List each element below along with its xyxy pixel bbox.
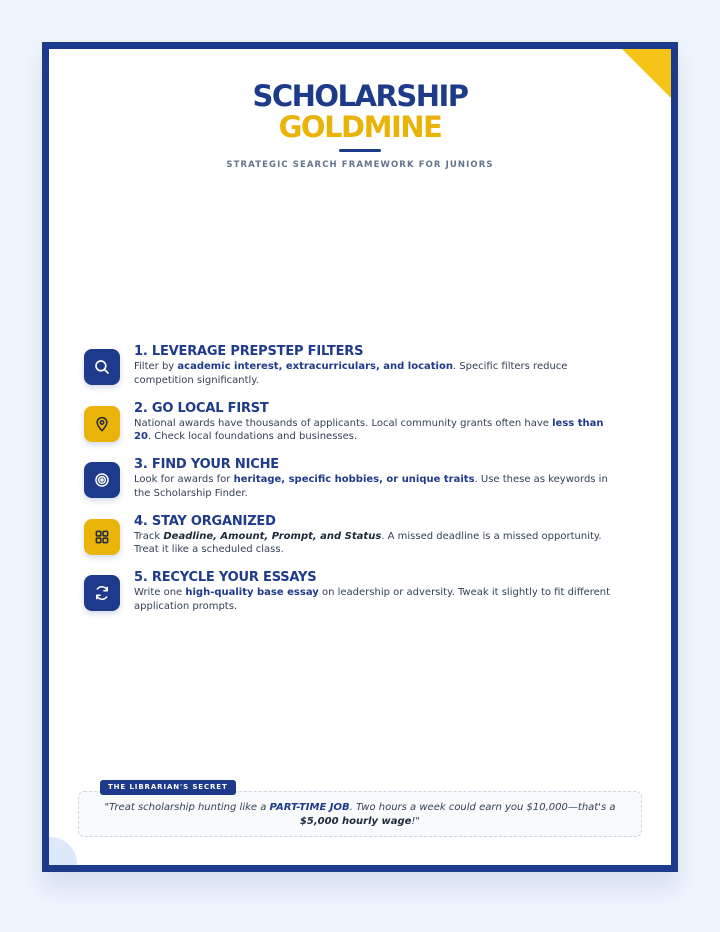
step-item-2 xyxy=(84,401,624,458)
step-title: 4. STAY ORGANIZED xyxy=(134,513,276,529)
step-title: 5. RECYCLE YOUR ESSAYS xyxy=(134,570,317,585)
step-description: Track Deadline, Amount, Prompt, and Status. A missed deadline is a missed opportunity. Treat it like a scheduled class. xyxy=(134,530,602,555)
corner-circle-decoration xyxy=(42,837,77,872)
step-description: Filter by academic interest, extracurriculars, and location. Specific filters reduce competition significantly. xyxy=(134,361,568,386)
title-line-2: GOLDMINE xyxy=(278,110,442,144)
title-line-1: SCHOLARSHIP xyxy=(252,79,468,113)
step-item-1 xyxy=(84,344,624,401)
document-page xyxy=(42,42,678,872)
subtitle: STRATEGIC SEARCH FRAMEWORK FOR JUNIORS xyxy=(226,160,494,170)
step-title: 2. GO LOCAL FIRST xyxy=(134,400,269,416)
step-highlight: less than 20 xyxy=(134,417,604,442)
librarian-secret-quote: "Treat scholarship hunting like a PART-TIME JOB. Two hours a week could earn you $10,000—that's a $5,000 hourly wage!" xyxy=(78,791,642,837)
librarian-secret-badge: THE LIBRARIAN'S SECRET xyxy=(100,780,236,795)
quote-highlight-wage: $5,000 hourly wage xyxy=(299,816,412,827)
document-header xyxy=(49,81,671,170)
search-icon xyxy=(84,349,120,385)
step-body xyxy=(134,344,622,387)
step-description: Look for awards for heritage, specific hobbies, or unique traits. Use these as keywords in the Scholarship Finder. xyxy=(134,474,608,499)
grid-icon xyxy=(84,519,120,555)
title-underline xyxy=(339,149,381,152)
step-body xyxy=(134,570,622,613)
step-item-5 xyxy=(84,570,624,627)
steps-list xyxy=(84,344,624,627)
quote-highlight-job: PART-TIME JOB xyxy=(269,802,350,813)
step-highlight: academic interest, extracurriculars, and location xyxy=(177,361,453,372)
target-icon xyxy=(84,462,120,498)
step-item-4 xyxy=(84,514,624,571)
step-title: 1. LEVERAGE PREPSTEP FILTERS xyxy=(134,344,364,359)
step-body xyxy=(134,457,622,500)
step-description: Write one high-quality base essay on leadership or adversity. Tweak it slightly to fit different application prompts. xyxy=(134,587,611,612)
step-highlight: heritage, specific hobbies, or unique traits xyxy=(233,474,475,485)
refresh-icon xyxy=(84,575,120,611)
step-body xyxy=(134,401,622,444)
step-description: National awards have thousands of applicants. Local community grants often have less than 20. Check local foundations and businesses. xyxy=(134,417,604,442)
step-body xyxy=(134,514,622,557)
map-pin-icon xyxy=(84,406,120,442)
step-item-3 xyxy=(84,457,624,514)
step-highlight: Deadline, Amount, Prompt, and Status xyxy=(163,530,382,542)
step-highlight: high-quality base essay xyxy=(185,587,319,598)
step-title: 3. FIND YOUR NICHE xyxy=(134,457,279,472)
